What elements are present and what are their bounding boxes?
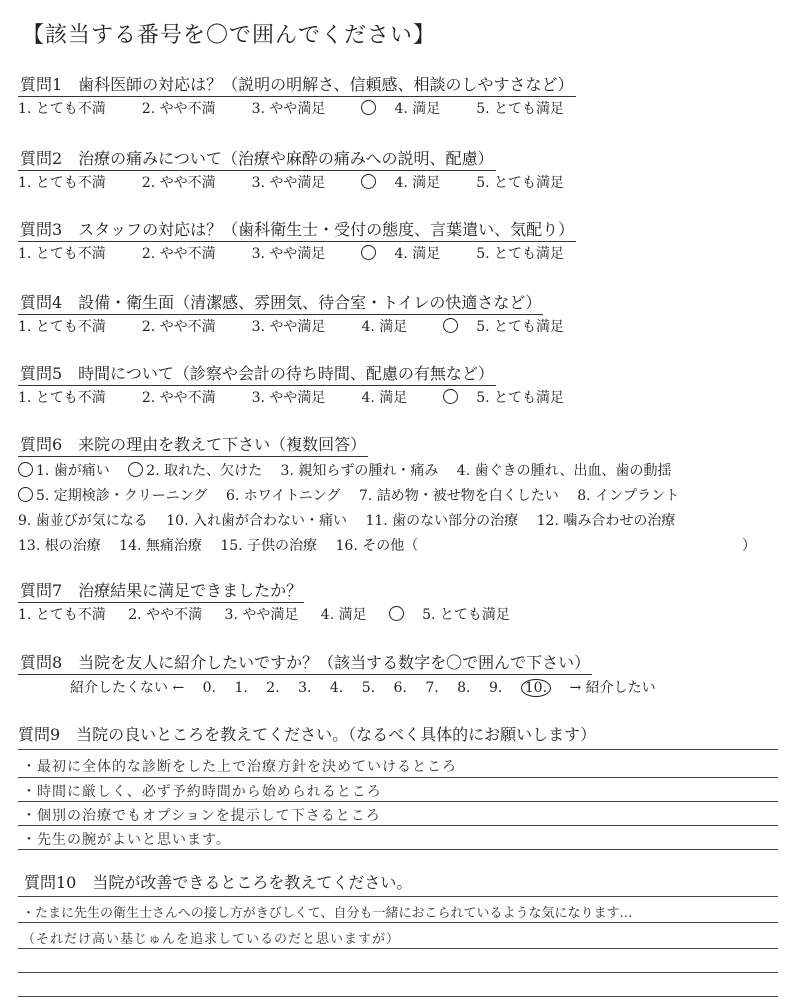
q7-option-5[interactable]: 5. とても満足 <box>389 607 528 623</box>
q10-rule-2 <box>18 948 778 949</box>
question-8-title: 質問8 当院を友人に紹介したいですか？（該当する数字を〇で囲んで下さい） <box>18 650 592 675</box>
q1-option-5[interactable]: 5. とても満足 <box>476 101 565 117</box>
q1-option-3[interactable]: 3. やや満足 <box>251 101 326 117</box>
question-5-title: 質問5 時間について（診察や会計の待ち時間、配慮の有無など） <box>18 361 496 386</box>
q9-rule-0 <box>18 749 778 750</box>
selection-circle-icon <box>361 100 376 115</box>
q1-option-4[interactable]: 4. 満足 <box>361 101 458 117</box>
q4-option-4[interactable]: 4. 満足 <box>361 319 408 335</box>
q7-option-3[interactable]: 3. やや満足 <box>224 607 299 623</box>
selection-circle-icon <box>361 174 376 189</box>
question-2-options <box>18 172 600 192</box>
q6-row-4 <box>18 535 418 555</box>
q6-option-5[interactable]: 5. 定期検診・クリーニング <box>18 488 208 504</box>
q9-answer-3[interactable]: ・個別の治療でもオプションを提示して下さるところ <box>22 808 381 824</box>
q6-option-15[interactable]: 15. 子供の治療 <box>220 538 318 554</box>
page-title: 【該当する番号を〇で囲んでください】 <box>22 23 437 48</box>
q8-scale-2[interactable]: 2. <box>266 680 280 696</box>
q8-scale-10[interactable]: 10. <box>521 679 551 697</box>
q6-option-4[interactable]: 4. 歯ぐきの腫れ、出血、歯の動揺 <box>456 463 672 479</box>
q8-right-label: → 紹介したい <box>569 680 656 696</box>
q6-option-3[interactable]: 3. 親知らずの腫れ・痛み <box>280 463 439 479</box>
q4-option-2[interactable]: 2. やや不満 <box>141 319 216 335</box>
question-6-title: 質問6 来院の理由を教えて下さい（複数回答） <box>18 432 368 457</box>
q9-answer-2[interactable]: ・時間に厳しく、必ず予約時間から始められるところ <box>22 784 382 800</box>
q8-scale-9[interactable]: 9. <box>488 680 503 696</box>
q6-row-2 <box>18 485 679 505</box>
q6-option-9[interactable]: 9. 歯並びが気になる <box>18 513 148 529</box>
q3-option-4[interactable]: 4. 満足 <box>361 246 458 262</box>
selection-circle-icon <box>443 389 458 404</box>
q6-option-16[interactable]: 16. その他（ <box>335 538 419 554</box>
question-4-title: 質問4 設備・衛生面（清潔感、雰囲気、待合室・トイレの快適さなど） <box>18 290 543 315</box>
q8-scale-5[interactable]: 5. <box>361 680 376 696</box>
q9-answer-1[interactable]: ・最初に全体的な診断をした上で治療方針を決めていけるところ <box>22 759 457 775</box>
q5-option-5[interactable]: 5. とても満足 <box>443 390 582 406</box>
q9-rule-1 <box>18 777 778 778</box>
question-7-title: 質問7 治療結果に満足できましたか？ <box>18 578 304 603</box>
q7-option-2[interactable]: 2. やや不満 <box>128 607 203 623</box>
q8-scale-1[interactable]: 1. <box>234 680 248 696</box>
q8-left-label: 紹介したくない ← <box>70 680 185 696</box>
q1-option-1[interactable]: 1. とても不満 <box>18 101 106 117</box>
question-7-options <box>18 604 546 624</box>
q2-option-5[interactable]: 5. とても満足 <box>476 175 565 191</box>
q3-option-2[interactable]: 2. やや不満 <box>141 246 216 262</box>
q8-scale <box>70 677 670 697</box>
selection-circle-icon <box>443 318 458 333</box>
q10-rule-1 <box>18 922 778 923</box>
q6-row-3 <box>18 510 675 530</box>
q6-option-12[interactable]: 12. 噛み合わせの治療 <box>536 513 676 529</box>
q5-option-1[interactable]: 1. とても不満 <box>18 390 106 406</box>
q6-other-close-paren: ） <box>742 538 756 554</box>
q10-rule-4 <box>18 996 778 997</box>
q6-option-6[interactable]: 6. ホワイトニング <box>225 488 341 504</box>
question-3-options <box>18 243 600 263</box>
q6-option-13[interactable]: 13. 根の治療 <box>18 538 101 554</box>
q6-row-1 <box>18 460 671 480</box>
q8-scale-3[interactable]: 3. <box>298 680 312 696</box>
q3-option-1[interactable]: 1. とても不満 <box>18 246 106 262</box>
q4-option-3[interactable]: 3. やや満足 <box>251 319 326 335</box>
q6-option-7[interactable]: 7. 詰め物・被せ物を白くしたい <box>359 488 559 504</box>
q2-option-4[interactable]: 4. 満足 <box>361 175 458 191</box>
q9-answer-4[interactable]: ・先生の腕がよいと思います。 <box>22 832 231 848</box>
q10-answer-1[interactable]: ・たまに先生の衛生士さんへの接し方がきびしくて、自分も一緒におこられているような気になります… <box>22 906 633 921</box>
q6-option-14[interactable]: 14. 無痛治療 <box>119 538 202 554</box>
q2-option-1[interactable]: 1. とても不満 <box>18 175 106 191</box>
q7-option-4[interactable]: 4. 満足 <box>320 607 367 623</box>
q6-option-11[interactable]: 11. 歯のない部分の治療 <box>365 513 519 529</box>
q8-scale-7[interactable]: 7. <box>425 680 439 696</box>
q7-option-1[interactable]: 1. とても不満 <box>18 607 106 623</box>
question-2-title: 質問2 治療の痛みについて（治療や麻酔の痛みへの説明、配慮） <box>18 146 496 171</box>
q3-option-3[interactable]: 3. やや満足 <box>251 246 326 262</box>
q8-scale-8[interactable]: 8. <box>457 680 471 696</box>
q10-answer-2[interactable]: （それだけ高い基じゅんを追求しているのだと思いますが） <box>22 932 401 947</box>
q6-option-2[interactable]: 2. 取れた、欠けた <box>128 463 262 479</box>
q5-option-2[interactable]: 2. やや不満 <box>141 390 216 406</box>
q8-scale-4[interactable]: 4. <box>329 680 344 696</box>
q6-option-8[interactable]: 8. インプラント <box>577 488 680 504</box>
q9-rule-2 <box>18 801 778 802</box>
question-5-options <box>18 387 600 407</box>
question-4-options <box>18 316 600 336</box>
question-10-title: 質問10 当院が改善できるところを教えてください。 <box>24 873 413 892</box>
q5-option-4[interactable]: 4. 満足 <box>361 390 408 406</box>
q4-option-5[interactable]: 5. とても満足 <box>443 319 582 335</box>
q2-option-3[interactable]: 3. やや満足 <box>251 175 326 191</box>
q1-option-2[interactable]: 2. やや不満 <box>141 101 216 117</box>
q8-scale-0[interactable]: 0. <box>202 680 216 696</box>
q10-rule-3 <box>18 972 778 973</box>
q8-scale-6[interactable]: 6. <box>393 680 407 696</box>
question-9-title: 質問9 当院の良いところを教えてください。（なるべく具体的にお願いします） <box>18 725 597 744</box>
q2-option-2[interactable]: 2. やや不満 <box>141 175 216 191</box>
q10-rule-0 <box>18 896 778 897</box>
q3-option-5[interactable]: 5. とても満足 <box>476 246 565 262</box>
question-3-title: 質問3 スタッフの対応は？（歯科衛生士・受付の態度、言葉遣い、気配り） <box>18 217 576 242</box>
q5-option-3[interactable]: 3. やや満足 <box>251 390 326 406</box>
q6-option-10[interactable]: 10. 入れ歯が合わない・痛い <box>166 513 347 529</box>
q4-option-1[interactable]: 1. とても不満 <box>18 319 106 335</box>
selection-circle-icon <box>361 245 376 260</box>
q9-rule-4 <box>18 849 778 850</box>
q6-option-1[interactable]: 1. 歯が痛い <box>18 463 110 479</box>
question-1-options <box>18 98 600 118</box>
q9-rule-3 <box>18 825 778 826</box>
question-1-title: 質問1 歯科医師の対応は？（説明の明解さ、信頼感、相談のしやすさなど） <box>18 72 576 97</box>
